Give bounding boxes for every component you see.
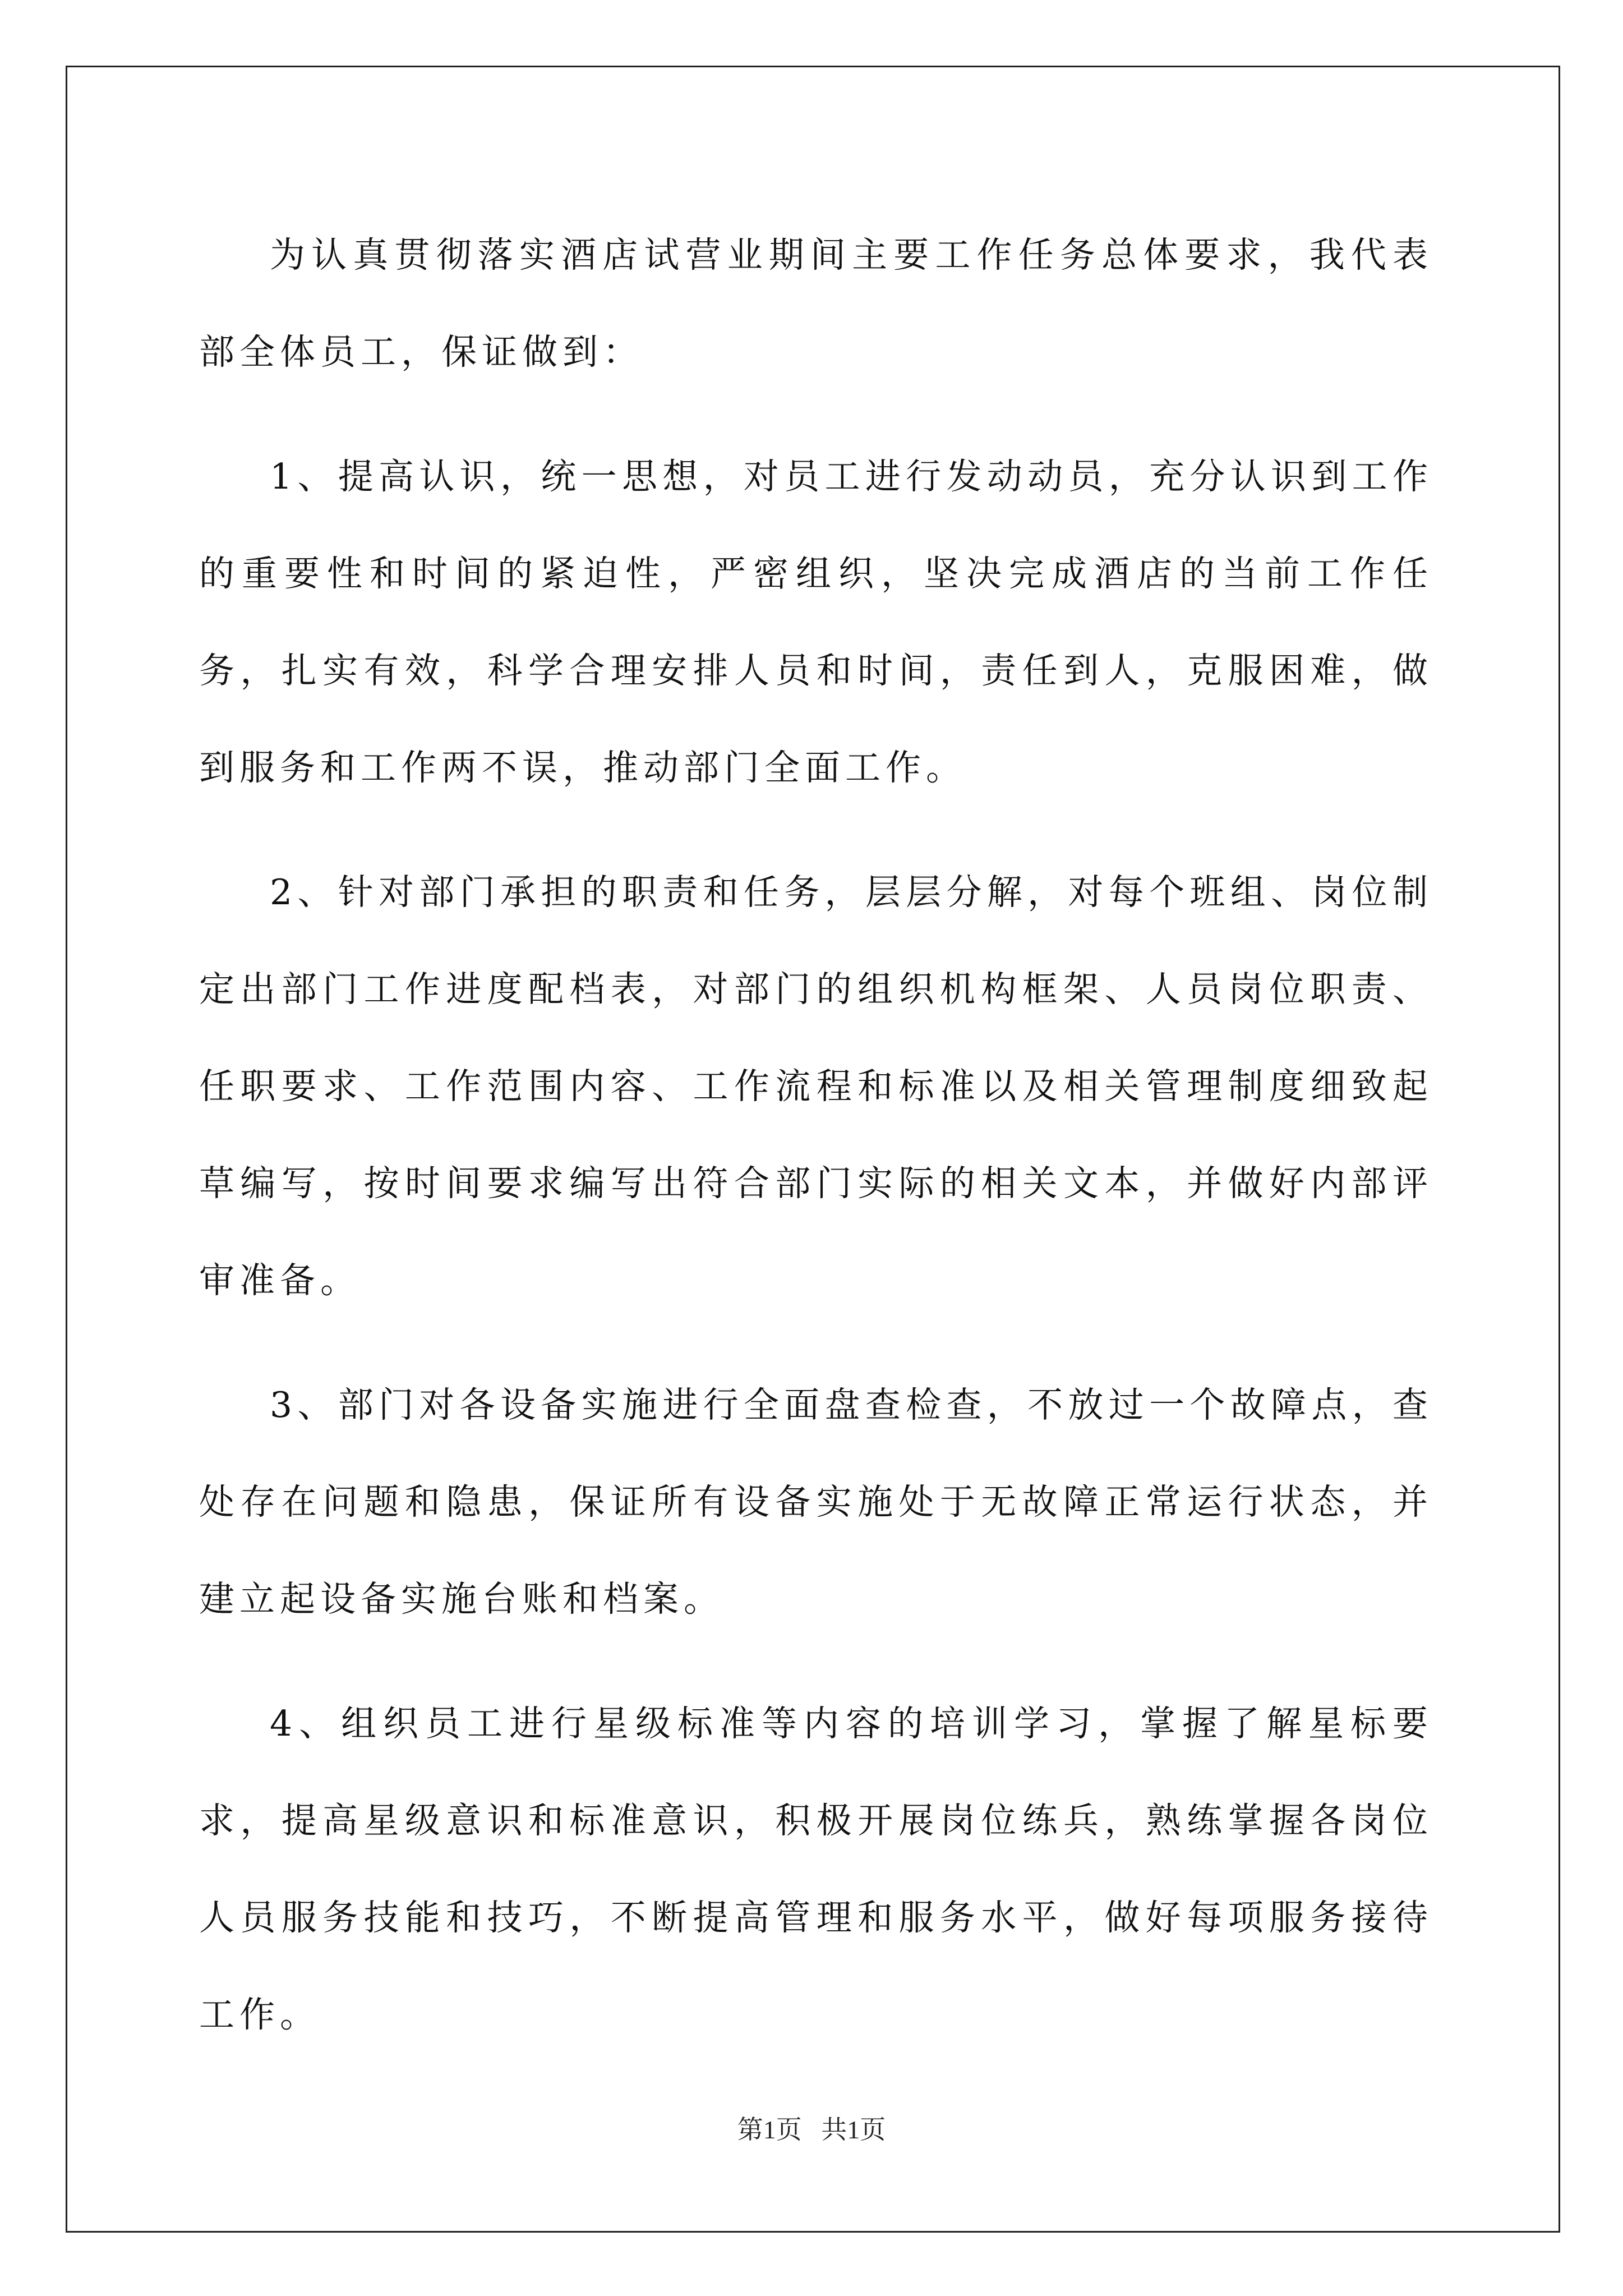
page-number: 第1页 [737, 2115, 802, 2144]
item-1-paragraph: 1、提高认识，统一思想，对员工进行发动动员，充分认识到工作的重要性和时间的紧迫性，严密组织，坚决完成酒店的当前工作任务，扎实有效，科学合理安排人员和时间，责任到人，克服困难，做到服务和工作两不误，推动部门全面工作。 [199, 456, 1433, 788]
item-2-paragraph: 2、针对部门承担的职责和任务，层层分解，对每个班组、岗位制定出部门工作进度配档表，对部门的组织机构框架、人员岗位职责、任职要求、工作范围内容、工作流程和标准以及相关管理制度细致起草编写，按时间要求编写出符合部门实际的相关文本，并做好内部评审准备。 [199, 872, 1433, 1301]
total-pages: 共1页 [821, 2115, 886, 2144]
document-body [199, 206, 1433, 2091]
intro-paragraph: 为认真贯彻落实酒店试营业期间主要工作任务总体要求，我代表部全体员工，保证做到： [199, 234, 1433, 372]
page-footer [0, 2109, 1623, 2146]
item-4-paragraph: 4、组织员工进行星级标准等内容的培训学习，掌握了解星标要求，提高星级意识和标准意识，积极开展岗位练兵，熟练掌握各岗位人员服务技能和技巧，不断提高管理和服务水平，做好每项服务接待工作。 [199, 1703, 1433, 2035]
item-3-paragraph: 3、部门对各设备实施进行全面盘查检查，不放过一个故障点，查处存在问题和隐患，保证所有设备实施处于无故障正常运行状态，并建立起设备实施台账和档案。 [199, 1384, 1433, 1619]
